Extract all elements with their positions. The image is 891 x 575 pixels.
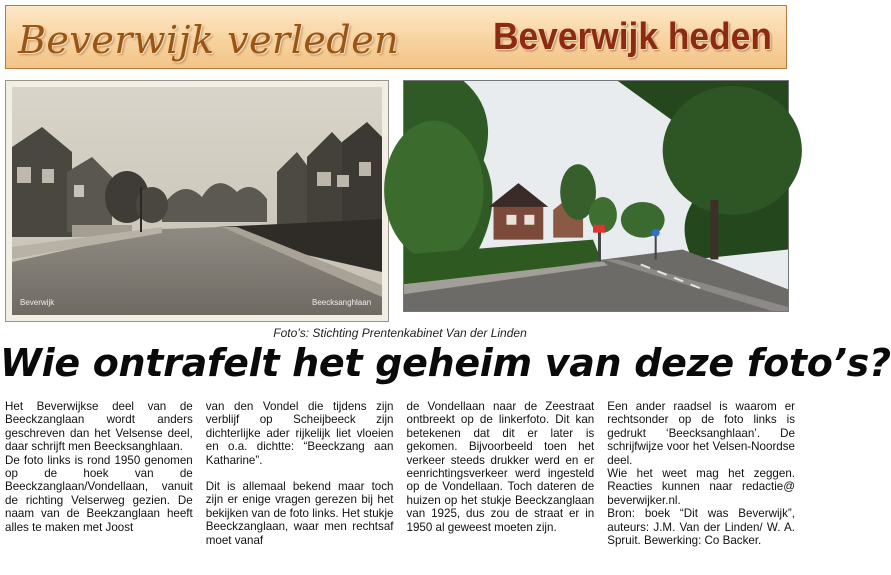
present-photo-frame xyxy=(403,80,789,312)
historic-photo xyxy=(12,87,382,315)
paragraph: Wie het weet mag het zeggen. Reacties kunnen naar redactie@ beverwijker.nl. xyxy=(607,467,795,507)
historic-photo-caption-right: Beecksanghlaan xyxy=(312,298,372,307)
paragraph: Dit is allemaal bekend maar toch zijn er enige vragen gerezen bij het bekijken van de foto links. Het stukje Beeckzanglaan, waar men rechtsaf moet vanaf xyxy=(205,480,394,547)
paragraph: De foto links is rond 1950 genomen op de hoek van de Beeckzanglaan/Vondellaan, vanuit de richting Velserweg gezien. De naam van de Beekzanglaan heeft alles te maken met Joost xyxy=(5,453,193,534)
present-photo xyxy=(404,81,788,311)
article-column-3 xyxy=(407,400,595,570)
paragraph: van den Vondel die tijdens zijn verblijf op Scheijbeeck zijn dichterlijke ader rijkelijk liet vloeien en o.a. dichtte: “Beeckzang aan Katharine”. xyxy=(205,400,394,467)
historic-photo-caption-left: Beverwijk xyxy=(20,298,55,307)
historic-photo-frame xyxy=(5,80,389,322)
photo-credit: Foto’s: Stichting Prentenkabinet Van der Linden xyxy=(273,326,527,340)
banner-title-present: Beverwijk heden xyxy=(493,16,772,58)
paragraph: de Vondellaan naar de Zeestraat ontbreekt op de linkerfoto. Dit kan betekenen dat dit er later is gekomen. Bijvoorbeeld toen het verkeer steeds drukker werd en er eenrichtingsverkeer werd ingesteld op de Vondellaan. Toch dateren de huizen op het stukje Beeckzanglaan van 1925, dus zou de straat er in 1950 al geweest moeten zijn. xyxy=(406,400,595,534)
banner xyxy=(5,5,787,69)
article-column-4 xyxy=(607,400,795,570)
article-body xyxy=(5,400,795,570)
article-column-2 xyxy=(206,400,394,570)
headline: Wie ontrafelt het geheim van deze foto’s? xyxy=(0,341,891,385)
paragraph: Het Beverwijkse deel van de Beeckzanglaan wordt anders geschreven dan het Velsense deel, daar schrijft men Beecksanghlaan. xyxy=(5,400,193,454)
banner-title-past: Beverwijk verleden xyxy=(18,18,400,62)
paragraph: Een ander raadsel is waarom er rechtsonder op de foto links is gedrukt ‘Beecksanghlaan’. De schrijfwijze voor het Velsen-Noordse deel. xyxy=(607,400,795,467)
article-column-1 xyxy=(5,400,193,570)
paragraph: Bron: boek “Dit was Beverwijk”, auteurs: J.M. Van der Linden/ W. A. Spruit. Bewerking: Co Backer. xyxy=(607,507,795,548)
